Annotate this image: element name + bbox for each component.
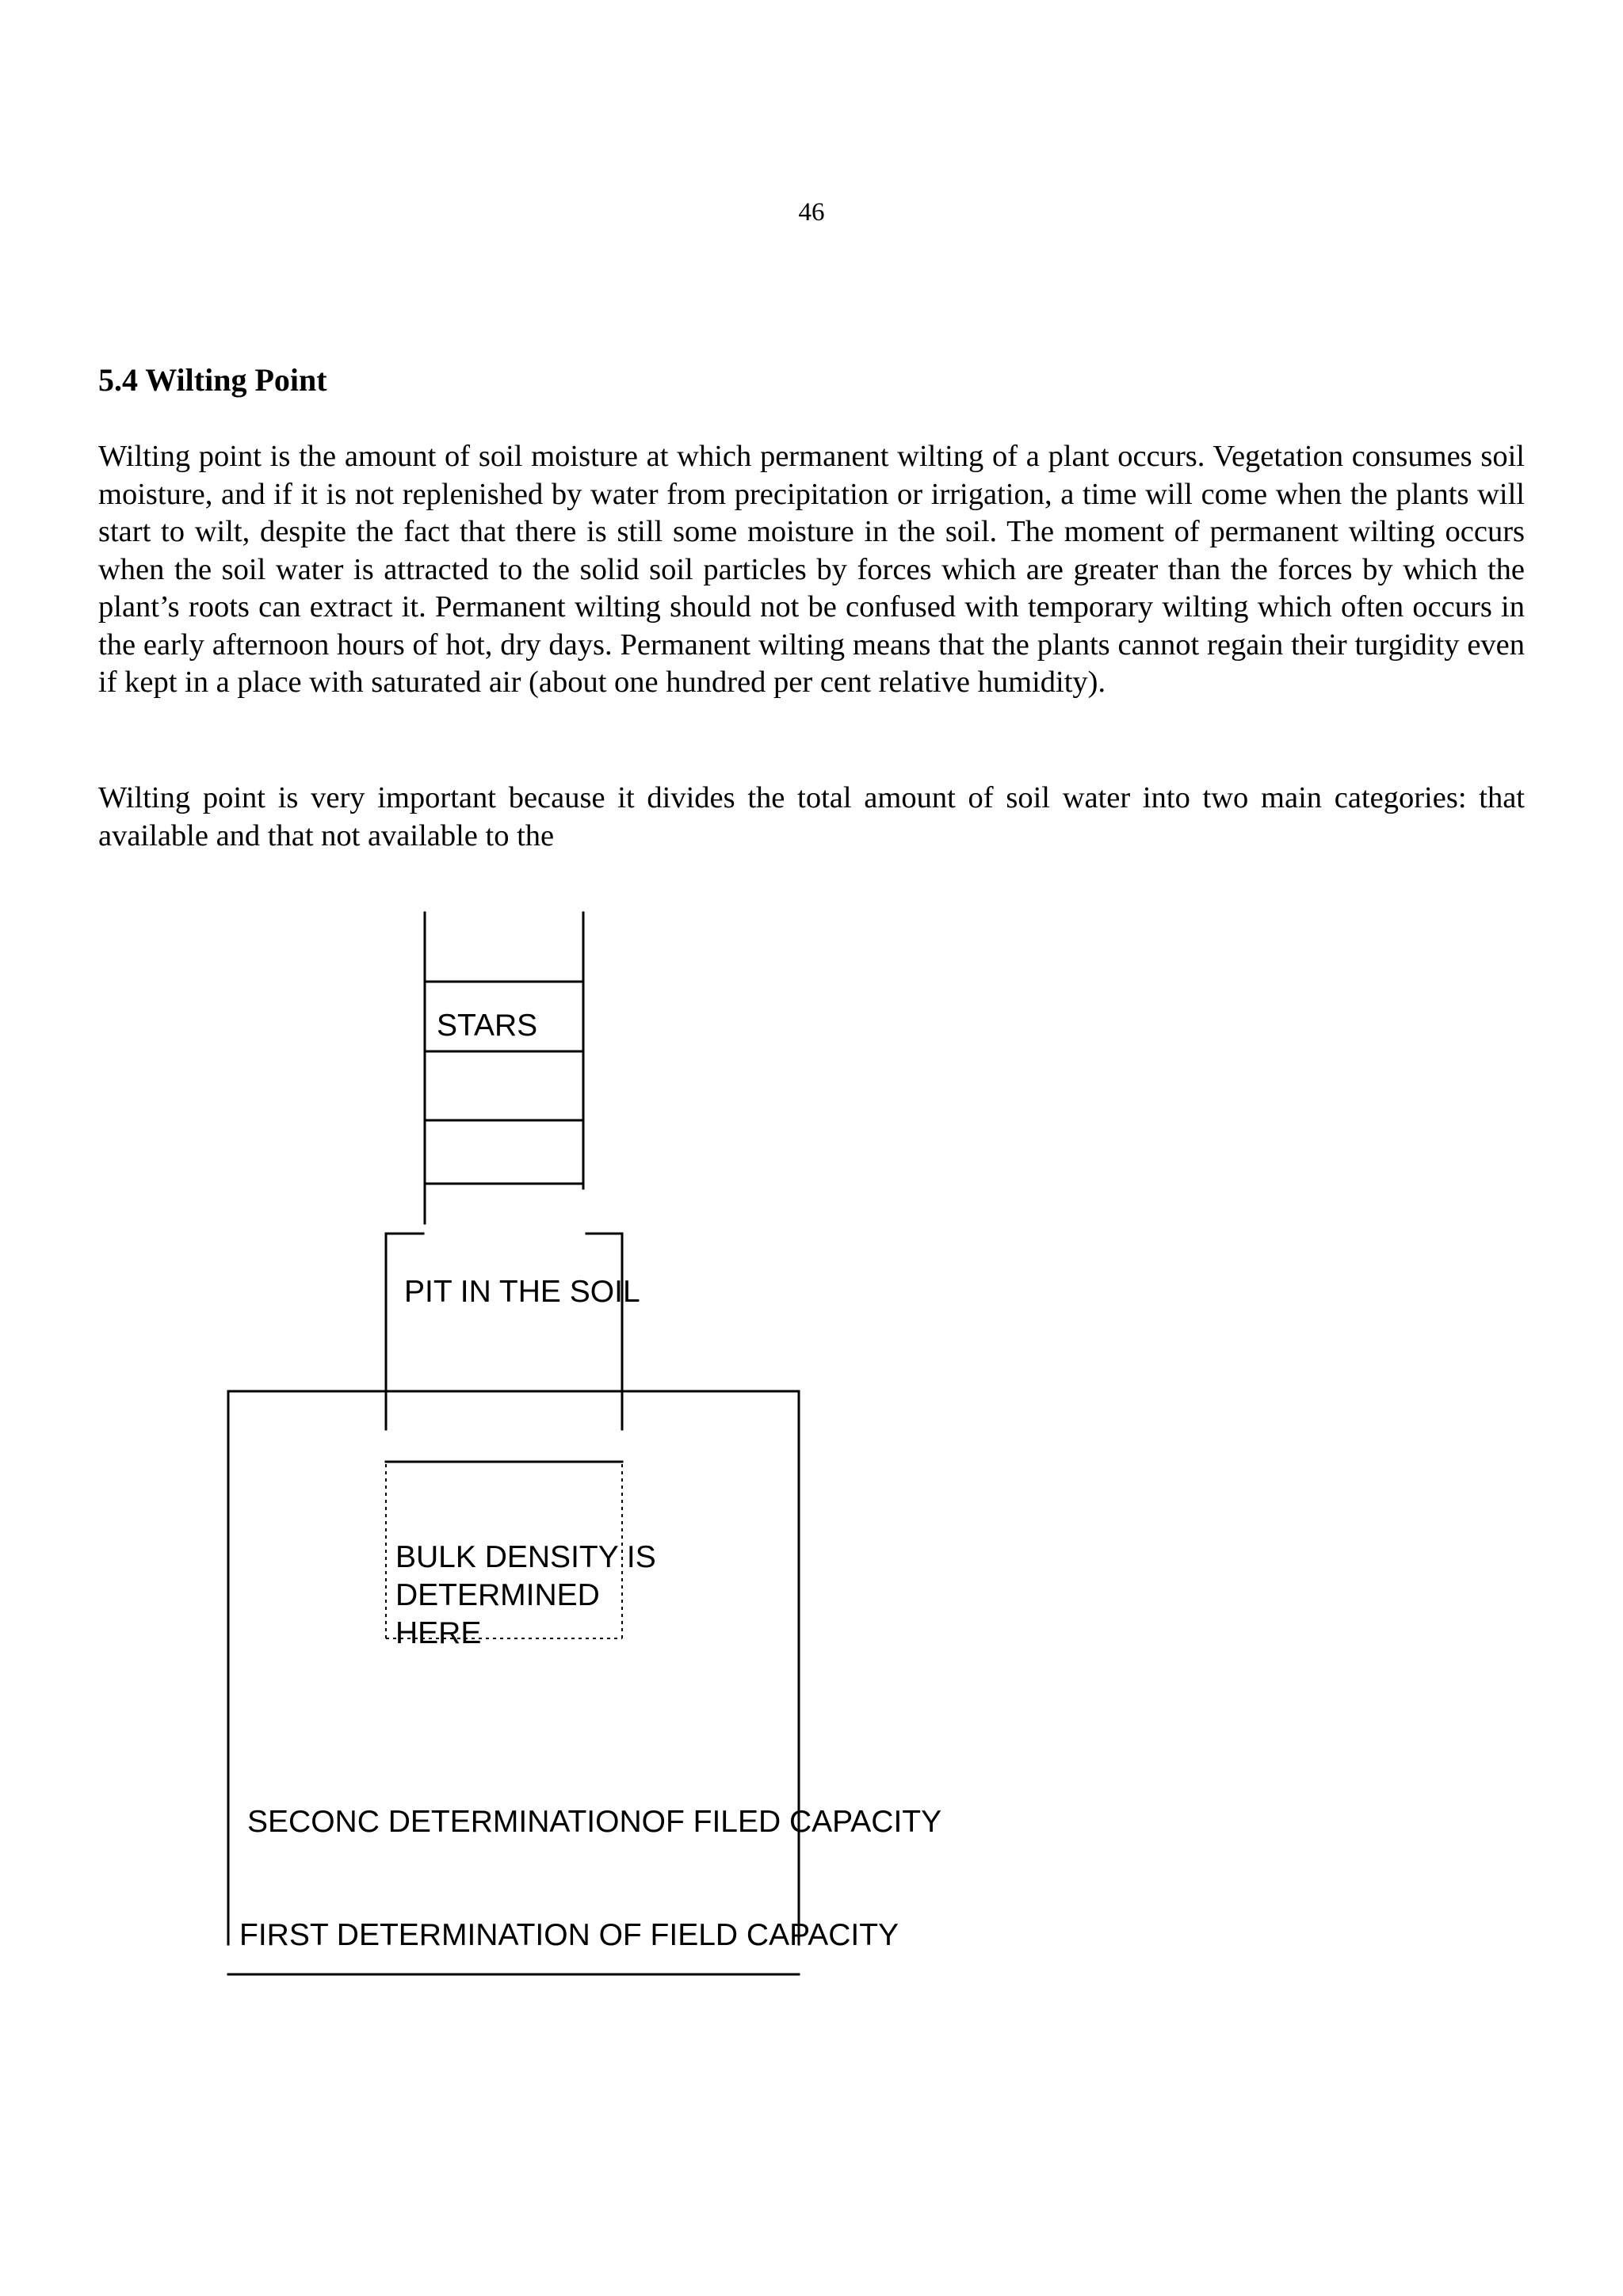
page-number: 46 xyxy=(798,198,825,227)
paragraph-wilting-importance: Wilting point is very important because it divides the total amount of soil water into two main categories: that available and that not available to the xyxy=(98,781,1525,852)
label-bulk-density-line1: BULK DENSITY IS xyxy=(395,1540,656,1574)
pit-shape xyxy=(386,1234,622,1429)
soil-outline xyxy=(228,1391,799,1974)
bulk-density-box xyxy=(386,1462,622,1638)
label-pit-in-the-soil: PIT IN THE SOIL xyxy=(404,1275,640,1309)
label-first-determination: FIRST DETERMINATION OF FIELD CAPACITY xyxy=(239,1918,899,1952)
paragraph-wilting-definition: Wilting point is the amount of soil moisture at which permanent wilting of a plant occurs. Vegetation consumes soil moisture, and if it is not replenished by water from precipitation or irrigation, a time will come when the plants will start to wilt, despite the fact that there is still some moisture in the soil. The moment of permanent wilting occurs when the soil water is attracted to the solid soil particles by forces which are greater than the forces by which the plant’s roots can extract it. Permanent wilting should not be confused with temporary wilting which often occurs in the early afternoon hours of hot, dry days. Permanent wilting means that the plants cannot regain their turgidity even if kept in a place with saturated air (about one hundred per cent relative humidity). xyxy=(98,440,1525,699)
label-bulk-density-line2: DETERMINED xyxy=(395,1578,600,1612)
stairs-shape xyxy=(425,913,583,1223)
label-bulk-density-line3: HERE xyxy=(395,1616,482,1650)
label-stairs: STARS xyxy=(437,1009,538,1043)
section-heading: 5.4 Wilting Point xyxy=(98,362,327,398)
label-second-determination: SECONC DETERMINATIONOF FILED CAPACITY xyxy=(247,1805,942,1839)
